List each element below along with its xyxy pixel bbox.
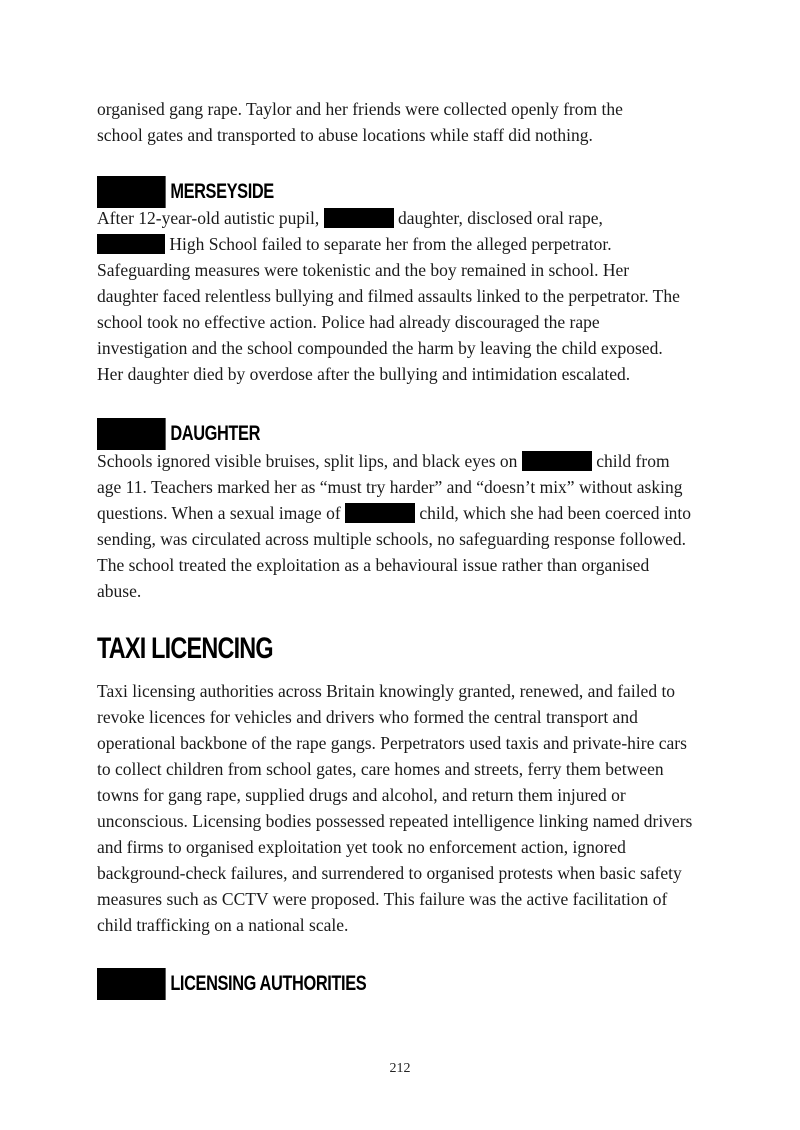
licensing-authorities-heading [97, 968, 366, 1000]
licensing-authorities-heading-text: LICENSING AUTHORITIES [170, 972, 367, 995]
redaction-bar [522, 451, 592, 471]
page-number: 212 [389, 1061, 411, 1076]
merseyside-paragraph [97, 205, 692, 387]
redaction-bar [345, 503, 415, 523]
redaction-bar [97, 968, 166, 1000]
merseyside-heading [97, 176, 274, 208]
intro-line-2: school gates and transported to abuse locations while staff did nothing. [97, 125, 593, 145]
taxi-licencing-heading [97, 632, 273, 666]
redaction-bar [97, 234, 165, 254]
daughter-paragraph [97, 448, 692, 604]
merseyside-text-a: After 12-year-old autistic pupil, [97, 208, 320, 228]
merseyside-text-rest: Safeguarding measures were tokenistic and the boy remained in school. Her daughter faced relentless bullying and filmed assaults linked to the perpetrator. The school took no effective action. Police had already discouraged the rape investigation and the school compounded the harm by leaving the child exposed. Her daughter died by overdose after the bullying and intimidation escalated. [97, 260, 680, 384]
redaction-bar [324, 208, 394, 228]
daughter-heading [97, 418, 260, 450]
merseyside-heading-text: MERSEYSIDE [170, 180, 274, 203]
daughter-text-c: child, which she had been coerced into sending, was circulated across multiple schools, no safeguarding response followed. The school treated the exploitation as a behavioural issue rather than organised abuse. [97, 503, 692, 601]
daughter-text-a: Schools ignored visible bruises, split lips, and black eyes on [97, 451, 518, 471]
daughter-text-b: child from age 11. Teachers marked her as “must try harder” and “doesn’t mix” without asking questions. When a sexual image of [97, 451, 683, 523]
intro-paragraph [97, 96, 717, 148]
taxi-licencing-text: Taxi licensing authorities across Britain knowingly granted, renewed, and failed to revoke licences for vehicles and drivers who formed the central transport and operational backbone of the rape gangs. Perpetrators used taxis and private-hire cars to collect children from school gates, care homes and streets, ferry them between towns for gang rape, supplied drugs and alcohol, and return them injured or unconscious. Licensing bodies possessed repeated intelligence linking named drivers and firms to organised exploitation yet took no enforcement action, ignored background-check failures, and surrendered to organised protests when basic safety measures such as CCTV were proposed. This failure was the active facilitation of child trafficking on a national scale. [97, 681, 693, 935]
taxi-licencing-paragraph [97, 678, 697, 938]
daughter-heading-text: DAUGHTER [170, 422, 261, 445]
merseyside-text-c: High School failed to separate her from the alleged perpetrator. [169, 234, 612, 254]
redaction-bar [97, 418, 166, 450]
taxi-licencing-heading-text: TAXI LICENCING [97, 632, 273, 665]
redaction-bar [97, 176, 166, 208]
merseyside-text-b: daughter, disclosed oral rape, [397, 208, 603, 228]
intro-line-1: organised gang rape. Taylor and her friends were collected openly from the [97, 99, 623, 119]
